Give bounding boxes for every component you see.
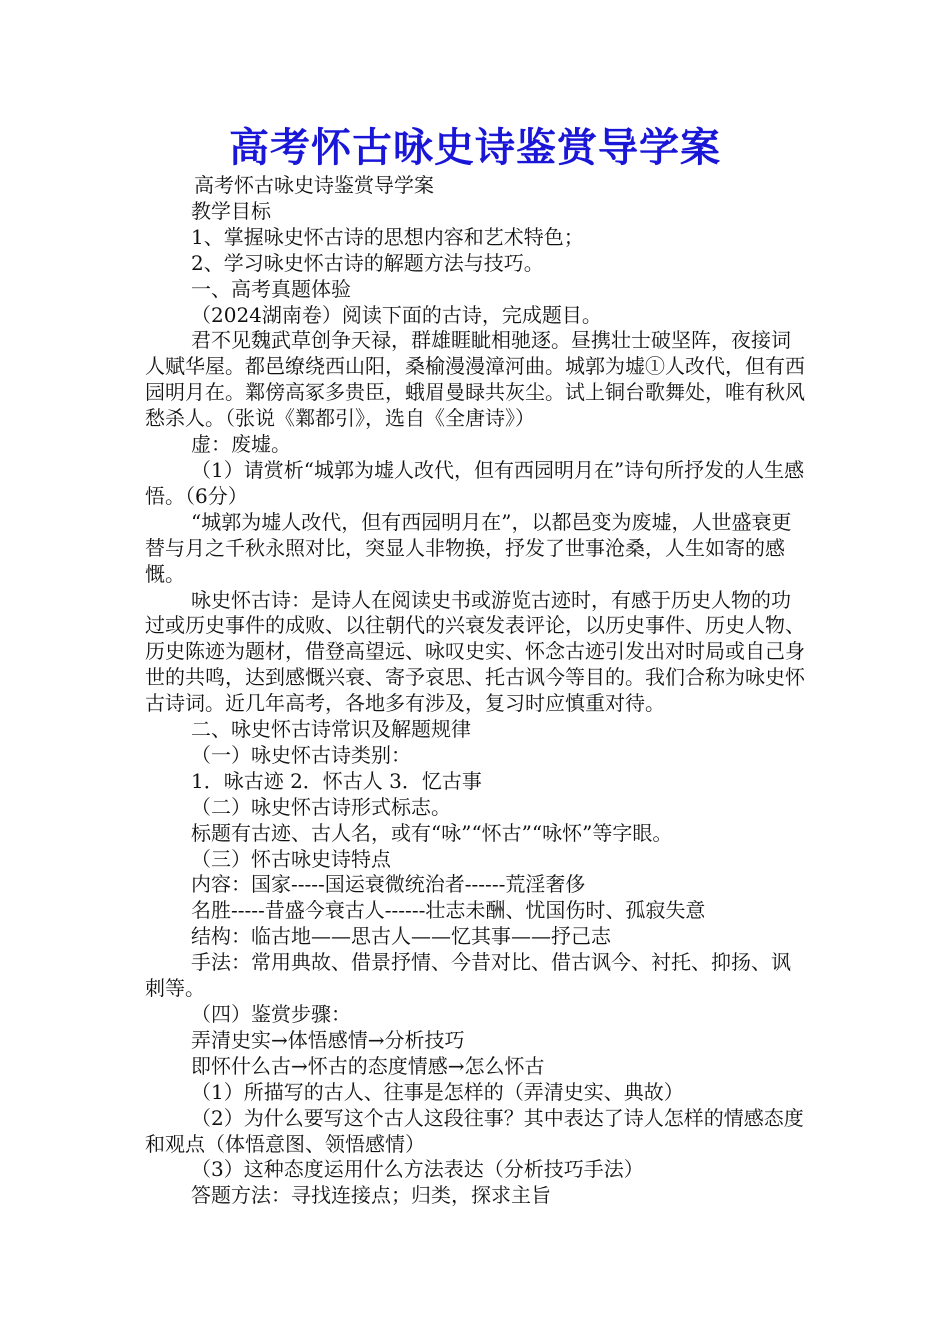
paragraph-goal-1: 1、掌握咏史怀古诗的思想内容和艺术特色； [191, 224, 584, 249]
paragraph-categories-list: 1．咏古迹 2．怀古人 3．忆古事 [191, 768, 482, 793]
paragraph-steps-explained: 即怀什么古→怀古的态度情感→怎么怀古 [191, 1053, 545, 1078]
paragraph-answer-1: “城郭为墟人改代，但有西园明月在”，以都邑变为废墟，人世盛衰更替与月之千秋永照对比，突显人非物换，抒发了世事沧桑，人生如寄的感慨。 [145, 509, 792, 586]
subheading-categories: （一）咏史怀古诗类别： [191, 742, 411, 767]
document-title: 高考怀古咏史诗鉴赏导学案 [229, 124, 721, 171]
paragraph-feature-structure: 结构：临古地——思古人——忆其事——抒己志 [191, 924, 611, 949]
subheading-features: （三）怀古咏史诗特点 [191, 846, 391, 871]
paragraph-steps-flow: 弄清史实→体悟感情→分析技巧 [191, 1027, 465, 1052]
paragraph-question-1: （1）请赏析“城郭为墟人改代，但有西园明月在”诗句所抒发的人生感悟。（6分） [145, 457, 805, 508]
document-body [145, 173, 809, 1209]
subheading-steps: （四）鉴赏步骤： [191, 1002, 351, 1026]
paragraph-note: 虚：废墟。 [191, 432, 291, 457]
paragraph-feature-content: 内容：国家-----国运衰微统治者------荒淫奢侈 [191, 872, 586, 897]
paragraph-feature-techniques: 手法：常用典故、借景抒情、今昔对比、借古讽今、衬托、抑扬、讽刺等。 [145, 950, 791, 1001]
subheading-form-markers: （二）咏史怀古诗形式标志。 [191, 794, 451, 819]
paragraph-step-3: （3）这种态度运用什么方法表达（分析技巧手法） [191, 1157, 644, 1182]
paragraph-definition: 咏史怀古诗：是诗人在阅读史书或游览古迹时，有感于历史人物的功过或历史事件的成败、以往朝代的兴衰发表评论，以历史事件、历史人物、历史陈迹为题材，借登高望远、咏叹史实、怀念古迹引发出对时局或自己身世的共鸣，达到感慨兴衰、寄予哀思、托古讽今等目的。我们合称为咏史怀古诗词。近几年高考，各地多有涉及，复习时应慎重对待。 [145, 587, 805, 716]
paragraph-subtitle: 高考怀古咏史诗鉴赏导学案 [194, 173, 434, 197]
paragraph-answer-method: 答题方法：寻找连接点；归类，探求主旨 [191, 1183, 551, 1208]
paragraph-poem: 君不见魏武草创争天禄，群雄睚眦相驰逐。昼携壮士破坚阵，夜接词人赋华屋。都邑缭绕西山阳，桑榆漫漫漳河曲。城郭为墟①人改代，但有西园明月在。鄴傍高冢多贵臣，蛾眉曼睩共灰尘。试上铜台歌舞处，唯有秋风愁杀人。（张说《鄴都引》，选自《全唐诗》） [145, 328, 805, 431]
paragraph-form-markers: 标题有古迹、古人名，或有“咏”“怀古”“咏怀”等字眼。 [191, 820, 673, 845]
paragraph-feature-places: 名胜-----昔盛今衰古人------壮志未酬、忧国伤时、孤寂失意 [191, 898, 706, 923]
paragraph-teaching-goals: 教学目标 [191, 198, 271, 223]
paragraph-step-1: （1）所描写的古人、往事是怎样的（弄清史实、典故） [191, 1079, 684, 1104]
section-heading-2: 二、咏史怀古诗常识及解题规律 [191, 717, 471, 742]
section-heading-1: 一、高考真题体验 [191, 276, 351, 301]
paragraph-exam-source: （2024湖南卷）阅读下面的古诗，完成题目。 [191, 302, 602, 327]
paragraph-step-2: （2）为什么要写这个古人这段往事？其中表达了诗人怎样的情感态度和观点（体悟意图、领悟感情） [145, 1105, 804, 1156]
paragraph-goal-2: 2、学习咏史怀古诗的解题方法与技巧。 [191, 250, 544, 275]
